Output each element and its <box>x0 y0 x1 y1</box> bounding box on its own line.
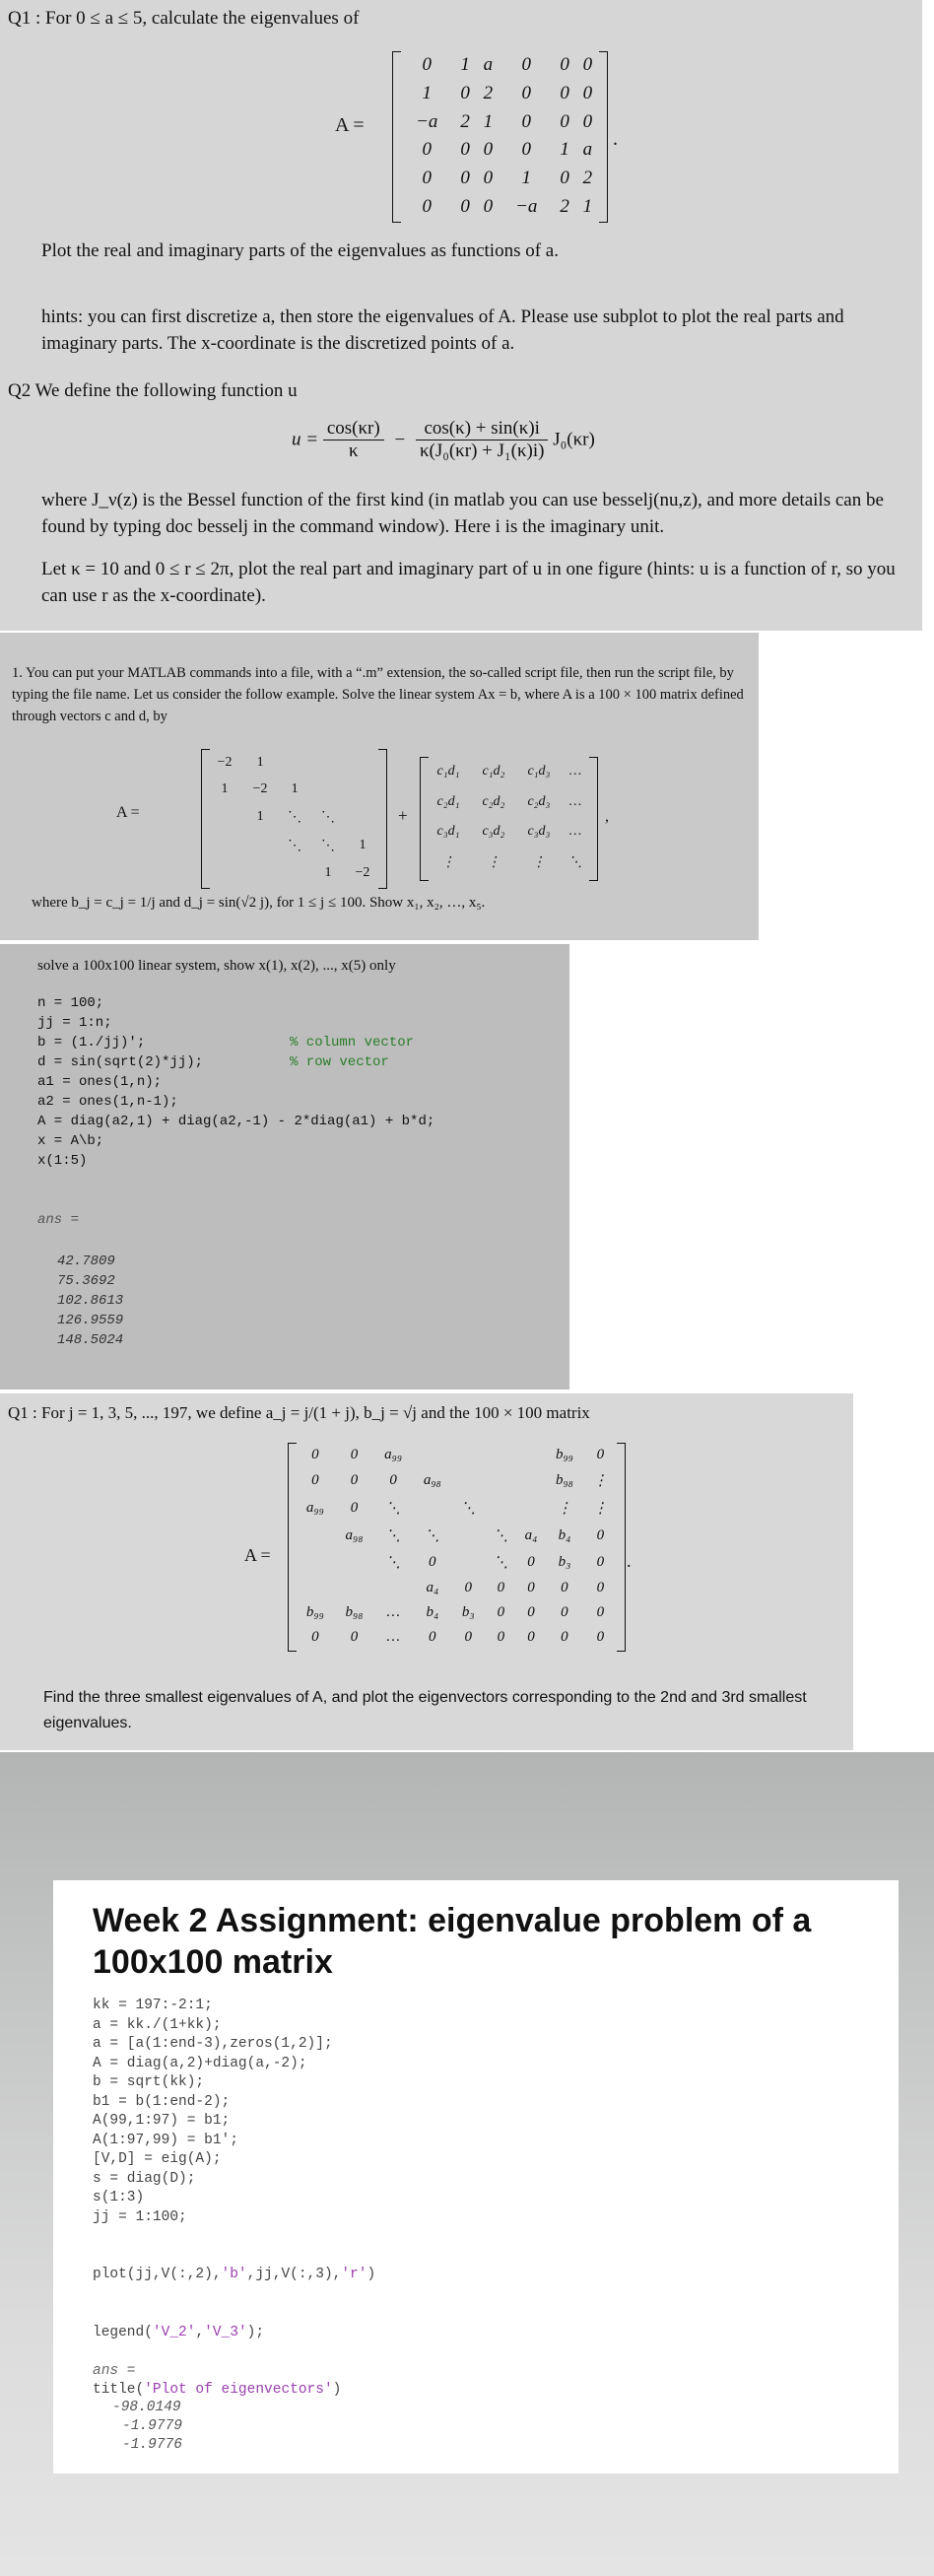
sparse-matrix-cell <box>517 1494 545 1522</box>
matrix-a-cell: 1 <box>560 139 569 161</box>
assignment-code <box>93 1997 333 2227</box>
fraction-1 <box>323 418 384 462</box>
legend-post: ); <box>246 2324 265 2340</box>
tridiagonal-row <box>207 860 380 887</box>
sparse-matrix-cell <box>485 1494 517 1522</box>
plus-sign: + <box>398 806 408 825</box>
sparse-matrix-cell <box>485 1443 517 1467</box>
tridiagonal-cell: ⋱ <box>320 809 335 825</box>
sparse-matrix-cell <box>452 1522 485 1549</box>
sparse-matrix-cell: ⋱ <box>425 1527 440 1544</box>
matrix-a-cell: 0 <box>483 167 494 188</box>
sparse-matrix-cell: 0 <box>596 1604 605 1621</box>
sparse-matrix-cell: 0 <box>596 1446 605 1462</box>
assignment-title: Week 2 Assignment: eigenvalue problem of a 100x100 matrix <box>93 1902 812 1981</box>
matrix-a-cell: a <box>483 54 494 76</box>
sparse-matrix-cell: … <box>386 1604 400 1621</box>
code-line <box>37 1072 434 1092</box>
q1-task: Plot the real and imaginary parts of the eigenvalues as functions of a. <box>41 240 559 261</box>
panel-matlab-solution <box>0 944 569 1390</box>
title-post: ) <box>332 2382 342 2398</box>
code-text: d = sin(sqrt(2)*jj); <box>37 1054 204 1070</box>
matrix-a-cell: 2 <box>582 167 593 188</box>
sparse-matrix-cell: 0 <box>527 1604 535 1621</box>
sparse-matrix-cell: a₄ <box>426 1580 439 1596</box>
answer-value: 148.5024 <box>57 1332 124 1348</box>
sparse-matrix-cell <box>335 1549 374 1577</box>
sparse-matrix-row <box>296 1549 617 1577</box>
matrix-a-cell: 0 <box>460 139 470 161</box>
tridiagonal-cell <box>311 776 345 802</box>
legend-string-1: 'V_2' <box>152 2324 196 2340</box>
matrix-a-label: A = <box>335 114 365 136</box>
answer-value: -98.0149 <box>112 2400 181 2415</box>
matrix-a-cell: 0 <box>582 54 593 76</box>
cd-matrix-cell: c₁d₂ <box>482 764 505 780</box>
cd-right-bracket <box>589 757 598 881</box>
sparse-matrix-cell: ⋱ <box>493 1527 508 1544</box>
sparse-matrix-cell: a₉₈ <box>423 1472 441 1489</box>
code-line <box>37 1052 434 1072</box>
matrix-a-cell: 1 <box>483 110 494 132</box>
code-line: s = diag(D); <box>93 2170 196 2187</box>
eigen-task: Find the three smallest eigenvalues of A, and plot the eigenvectors corresponding to the 2nd and 3rd smallest eigenvalues. <box>43 1689 807 1731</box>
code-comment: % row vector <box>290 1054 389 1070</box>
tridiagonal-row <box>207 749 380 776</box>
cd-matrix-cell: c₂d₁ <box>436 793 460 809</box>
code-text: jj = 1:n; <box>37 1015 112 1031</box>
code-line <box>37 1151 434 1171</box>
tridiagonal-cell: 1 <box>359 838 367 853</box>
sparse-matrix-cell: a₄ <box>524 1526 538 1543</box>
tridiagonal-cell: ⋱ <box>288 809 302 825</box>
fraction-1-numerator: cos(κr) <box>323 418 384 441</box>
answers-list <box>112 2399 182 2455</box>
sparse-matrix-cell: b₉₉ <box>555 1446 573 1462</box>
matrix-a-cell: 0 <box>422 167 433 188</box>
code-text: a1 = ones(1,n); <box>37 1074 163 1090</box>
matrix-a-row <box>400 165 599 193</box>
code-text: x = A\b; <box>37 1133 104 1149</box>
sparse-matrix-cell: 0 <box>527 1554 535 1571</box>
sparse-matrix-cell: 0 <box>561 1604 568 1621</box>
sparse-matrix-cell <box>517 1443 545 1467</box>
legend-string-2: 'V_3' <box>204 2324 247 2340</box>
legend-line <box>93 2324 375 2343</box>
sparse-matrix-cell: 0 <box>527 1580 535 1596</box>
sparse-matrix-cell: a₉₉ <box>384 1446 403 1462</box>
answer-value: 42.7809 <box>57 1254 115 1269</box>
cd-matrix-cell: … <box>568 824 582 840</box>
cd-matrix-cell: c₃d₃ <box>527 824 551 840</box>
code-line: s(1:3) <box>93 2190 145 2205</box>
tridiagonal-cell <box>278 860 311 887</box>
sparse-matrix-cell: 0 <box>350 1629 359 1646</box>
fraction-2 <box>416 418 549 462</box>
matrix-a-cell: 0 <box>422 54 433 76</box>
matrix-a-cell: 0 <box>483 139 494 161</box>
tridiagonal-cell: 1 <box>256 754 264 770</box>
matrix-a-cell: a <box>582 139 593 161</box>
sparse-matrix-cell: ⋱ <box>385 1527 401 1544</box>
panel-linear-system-problem <box>0 633 759 940</box>
sparse-matrix-cell <box>296 1549 335 1577</box>
legend-pre: legend( <box>93 2324 153 2340</box>
matrix-a-cell: −a <box>515 195 538 217</box>
panel-question-block-1 <box>0 0 922 631</box>
tridiagonal-row <box>207 776 380 802</box>
sparse-matrix-cell <box>413 1494 452 1522</box>
matrix-a-cell: 0 <box>521 54 531 76</box>
sparse-matrix-cell: 0 <box>389 1472 397 1489</box>
matrix-a-cell: 1 <box>422 82 433 103</box>
sparse-matrix-cell: 0 <box>596 1554 605 1571</box>
tridiagonal-cell: −2 <box>355 865 370 881</box>
tridiagonal-cell <box>242 860 278 887</box>
code-line <box>37 1033 434 1052</box>
answer-value: 126.9559 <box>57 1313 124 1328</box>
matrix-a-cell: 0 <box>460 195 470 217</box>
sparse-matrix-cell: 0 <box>561 1580 568 1596</box>
matrix-a-6x6 <box>400 51 599 221</box>
sparse-matrix-row <box>296 1522 617 1549</box>
sparse-matrix-cell: ⋱ <box>385 1555 401 1572</box>
sparse-matrix-cell: a₉₉ <box>305 1499 324 1516</box>
ans-label: ans = <box>37 1212 80 1228</box>
plot-string-2: 'r' <box>341 2267 367 2282</box>
matrix-a-row <box>400 80 599 108</box>
sparse-matrix-cell <box>335 1577 374 1601</box>
plot-mid: ,jj,V(:,3), <box>246 2267 342 2282</box>
tridiagonal-cell: ⋱ <box>320 838 335 853</box>
panel-eigenvalue-problem <box>0 1393 853 1750</box>
code-text: n = 100; <box>37 995 104 1011</box>
cd-matrix-cell: ⋮ <box>531 855 546 871</box>
matrix-a-cell: 0 <box>521 82 531 103</box>
plot-string-1: 'b' <box>221 2267 247 2282</box>
bessel-term: J₀(κr) <box>553 429 595 450</box>
cd-matrix-cell: … <box>568 793 582 809</box>
matrix-a-cell: 0 <box>560 54 569 76</box>
sparse-matrix-cell: 0 <box>311 1629 319 1646</box>
legend-comma: , <box>195 2324 205 2340</box>
sparse-matrix-cell: ⋮ <box>592 1500 608 1517</box>
cd-matrix-cell: ⋮ <box>440 855 455 871</box>
tridiagonal-cell: ⋱ <box>288 838 302 853</box>
answer-value: 75.3692 <box>57 1273 115 1289</box>
matrix-a-row <box>400 192 599 221</box>
q1-intro: Q1 : For 0 ≤ a ≤ 5, calculate the eigenvalues of <box>8 8 360 29</box>
fraction-2-denominator: κ(J₀(κr) + J₁(κ)i) <box>419 441 545 461</box>
answers-list <box>57 1252 123 1350</box>
code-text: b = (1./jj)'; <box>37 1035 146 1051</box>
sparse-matrix-cell <box>452 1549 485 1577</box>
sparse-matrix-cell: b₉₈ <box>555 1472 573 1489</box>
matrix-a-cell: 0 <box>521 139 531 161</box>
matrix-a-row <box>400 107 599 136</box>
matrix-a-cell: 0 <box>422 139 433 161</box>
sparse-matrix-cell: ⋱ <box>493 1555 508 1572</box>
code-text: x(1:5) <box>37 1153 88 1169</box>
sparse-matrix-cell: 0 <box>596 1580 605 1596</box>
sparse-matrix-row <box>296 1600 617 1625</box>
tridiagonal-cell: −2 <box>252 780 268 796</box>
matrix-a-cell: 2 <box>460 110 470 132</box>
matrix-a-row <box>400 136 599 165</box>
u-formula <box>292 418 595 462</box>
cd-matrix-row <box>426 787 589 818</box>
q1-hint: hints: you can first discretize a, then store the eigenvalues of A. Please use subplot to plot the real parts and imaginary parts. The x-coordinate is the discretized points of a. <box>41 306 844 354</box>
fraction-1-denominator: κ <box>348 441 359 461</box>
answer-value: -1.9779 <box>122 2418 182 2434</box>
sparse-matrix-cell: 0 <box>596 1526 605 1543</box>
u-label: u = <box>292 429 319 450</box>
sparse-matrix-cell: 0 <box>429 1554 436 1571</box>
sparse-matrix-row <box>296 1467 617 1495</box>
sparse-matrix-cell: b₄ <box>558 1526 571 1543</box>
cd-matrix-cell: c₃d₂ <box>482 824 505 840</box>
answer-value: -1.9776 <box>122 2437 182 2453</box>
sparse-matrix-cell: b₃ <box>461 1604 475 1621</box>
matrix-a-cell: 0 <box>560 82 569 103</box>
code-line: kk = 197:-2:1; <box>93 1998 213 2013</box>
tridiagonal-cell <box>311 749 345 776</box>
cd-matrix-cell: c₁d₁ <box>436 764 460 780</box>
sparse-matrix-cell: b₉₈ <box>345 1604 364 1621</box>
comma: , <box>605 808 609 825</box>
matrix-right-bracket <box>599 51 608 223</box>
sparse-matrix-cell: b₉₉ <box>305 1604 324 1621</box>
matrix-a-cell: 1 <box>460 54 470 76</box>
cd-matrix-cell: ⋮ <box>486 855 500 871</box>
sparse-matrix-row <box>296 1494 617 1522</box>
matrix-a-cell: 0 <box>560 167 569 188</box>
sparse-matrix-cell <box>452 1467 485 1495</box>
sparse-matrix-cell: 0 <box>561 1629 568 1646</box>
code-line: A(99,1:97) = b1; <box>93 2113 231 2129</box>
cd-matrix-cell: c₃d₁ <box>436 824 460 840</box>
sparse-matrix-cell: 0 <box>350 1446 359 1462</box>
sparse-matrix-cell <box>296 1577 335 1601</box>
cd-matrix-cell: c₁d₃ <box>527 764 551 780</box>
code-line: a = [a(1:end-3),zeros(1,2)]; <box>93 2036 333 2052</box>
plot-post: ) <box>367 2267 376 2282</box>
code-comment: % column vector <box>290 1035 415 1051</box>
matrix-a-cell: 1 <box>582 195 593 217</box>
cd-matrix <box>426 757 589 879</box>
matrix-a-cell: 0 <box>582 82 593 103</box>
panel-week2-background <box>0 1752 934 2576</box>
code-line: A = diag(a,2)+diag(a,-2); <box>93 2055 307 2071</box>
matrix-right-bracket <box>617 1443 626 1652</box>
tridiagonal-cell <box>345 749 380 776</box>
sparse-matrix-cell: 0 <box>464 1580 472 1596</box>
tridiagonal-cell <box>242 832 278 860</box>
fraction-2-numerator: cos(κ) + sin(κ)i <box>416 418 549 441</box>
tridiagonal-cell <box>278 749 311 776</box>
sparse-matrix-cell: 0 <box>429 1629 436 1646</box>
sparse-matrix-cell: 0 <box>464 1629 472 1646</box>
solution-title: solve a 100x100 linear system, show x(1), x(2), ..., x(5) only <box>37 958 396 974</box>
code-line <box>37 1112 434 1131</box>
code-line: jj = 1:100; <box>93 2208 187 2225</box>
cd-matrix-cell: c₂d₃ <box>527 793 551 809</box>
sparse-matrix-cell <box>452 1443 485 1467</box>
cd-matrix-cell: ⋱ <box>567 855 582 871</box>
tridiagonal-cell <box>345 776 380 802</box>
matrix-a-cell: 0 <box>422 195 433 217</box>
q2-intro: Q2 We define the following function u <box>8 380 298 401</box>
code-line <box>37 993 434 1013</box>
sparse-matrix-cell: ⋮ <box>557 1500 572 1517</box>
matrix-a-row <box>400 51 599 80</box>
title-string: 'Plot of eigenvectors' <box>144 2382 333 2398</box>
sparse-matrix-row <box>296 1577 617 1601</box>
sparse-matrix-cell: 0 <box>497 1629 505 1646</box>
sparse-matrix-a <box>296 1443 617 1650</box>
title-pre: title( <box>93 2382 145 2398</box>
cd-matrix-row <box>426 757 589 787</box>
tridiagonal-cell: 1 <box>256 809 264 825</box>
answer-value: 102.8613 <box>57 1293 124 1309</box>
eigen-intro: Q1 : For j = 1, 3, 5, ..., 197, we define a_j = j/(1 + j), b_j = √j and the 100 × 100 matrix <box>8 1403 590 1422</box>
sparse-matrix-cell: ⋮ <box>592 1473 608 1490</box>
matrix-period: . <box>613 128 618 150</box>
sparse-matrix-row <box>296 1625 617 1650</box>
matrix-a-cell: 0 <box>460 82 470 103</box>
q2-task: Let κ = 10 and 0 ≤ r ≤ 2π, plot the real part and imaginary part of u in one figure (hints: u is a function of r, so you can use r as the x-coordinate). <box>41 559 896 606</box>
sparse-matrix-row <box>296 1443 617 1467</box>
sparse-matrix-cell <box>296 1522 335 1549</box>
title-line <box>93 2381 375 2401</box>
cd-matrix-cell: … <box>568 764 582 780</box>
sparse-matrix-cell: ⋱ <box>460 1500 476 1517</box>
cd-matrix-row <box>426 847 589 879</box>
plot-line <box>93 2266 375 2285</box>
tridiagonal-matrix <box>207 749 380 887</box>
code-line <box>37 1092 434 1112</box>
code-text: a2 = ones(1,n-1); <box>37 1094 178 1110</box>
matrix-a-cell: 0 <box>582 110 593 132</box>
sparse-matrix-cell: 0 <box>350 1472 359 1489</box>
sparse-matrix-cell <box>413 1443 452 1467</box>
plot-pre: plot(jj,V(:,2), <box>93 2267 222 2282</box>
tridiagonal-cell <box>345 803 380 832</box>
tridiagonal-row <box>207 803 380 832</box>
tridiagonal-cell <box>207 860 242 887</box>
tridiagonal-cell: −2 <box>217 754 233 770</box>
sparse-matrix-cell: b₃ <box>558 1554 571 1571</box>
sparse-matrix-cell <box>517 1467 545 1495</box>
sparse-matrix-cell: 0 <box>497 1604 505 1621</box>
solution-code <box>37 993 434 1171</box>
sparse-matrix-cell <box>373 1577 413 1601</box>
cd-matrix-cell: c₂d₂ <box>482 793 505 809</box>
matrix-a-cell: 0 <box>560 110 569 132</box>
linear-system-where: where b_j = c_j = 1/j and d_j = sin(√2 j), for 1 ≤ j ≤ 100. Show x₁, x₂, …, x₅. <box>32 895 486 911</box>
code-text: A = diag(a2,1) + diag(a2,-1) - 2*diag(a1) + b*d; <box>37 1114 435 1129</box>
assignment-page <box>53 1880 899 2474</box>
matrix-a-label: A = <box>244 1545 271 1565</box>
sparse-matrix-cell: b₄ <box>426 1604 439 1621</box>
code-line: b1 = b(1:end-2); <box>93 2093 231 2110</box>
sparse-matrix-cell: 0 <box>527 1629 535 1646</box>
ans-label: ans = <box>93 2363 136 2379</box>
sparse-matrix-cell <box>485 1467 517 1495</box>
tridiagonal-cell <box>207 832 242 860</box>
tridiagonal-cell: 1 <box>324 865 332 881</box>
code-line <box>37 1013 434 1033</box>
matrix-a-cell: 2 <box>560 195 569 217</box>
code-line: A(1:97,99) = b1'; <box>93 2132 238 2148</box>
matrix-a-cell: −a <box>416 110 438 132</box>
q2-where: where J_ν(z) is the Bessel function of the first kind (in matlab you can use besselj(nu,z), and more details can be found by typing doc besselj in the command window). Here i is the imaginary unit. <box>41 490 884 537</box>
matrix-a-label: A = <box>116 804 140 821</box>
matrix-a-cell: 0 <box>521 110 531 132</box>
code-line: [V,D] = eig(A); <box>93 2151 222 2167</box>
code-line: a = kk./(1+kk); <box>93 2016 222 2033</box>
tridiagonal-cell: 1 <box>221 780 229 796</box>
minus-sign: − <box>394 429 406 450</box>
sparse-matrix-cell: a₉₈ <box>345 1526 364 1543</box>
sparse-matrix-cell: 0 <box>497 1580 505 1596</box>
matrix-a-cell: 0 <box>460 167 470 188</box>
cd-matrix-row <box>426 817 589 847</box>
matrix-period: . <box>627 1551 632 1571</box>
sparse-matrix-cell: … <box>386 1629 400 1646</box>
matrix-a-cell: 2 <box>483 82 494 103</box>
tridiagonal-row <box>207 832 380 860</box>
tridiagonal-cell: 1 <box>291 780 299 796</box>
code-line <box>37 1131 434 1151</box>
sparse-matrix-cell: 0 <box>596 1629 605 1646</box>
sparse-matrix-cell: 0 <box>311 1446 319 1462</box>
matrix-a-cell: 1 <box>521 167 531 188</box>
sparse-matrix-cell: 0 <box>350 1499 359 1516</box>
tridiagonal-cell <box>207 803 242 832</box>
code-line: b = sqrt(kk); <box>93 2074 205 2090</box>
linear-system-intro: 1. You can put your MATLAB commands into a file, with a “.m” extension, the so-called script file, then run the script file, by typing the file name. Let us consider the follow example. Solve the linear system Ax = b, where A is a 100 × 100 matrix defined through vectors c and d, by <box>12 665 744 724</box>
sparse-matrix-cell: ⋱ <box>385 1500 401 1517</box>
sparse-matrix-cell: 0 <box>311 1472 319 1489</box>
matrix-a-cell: 0 <box>483 195 494 217</box>
